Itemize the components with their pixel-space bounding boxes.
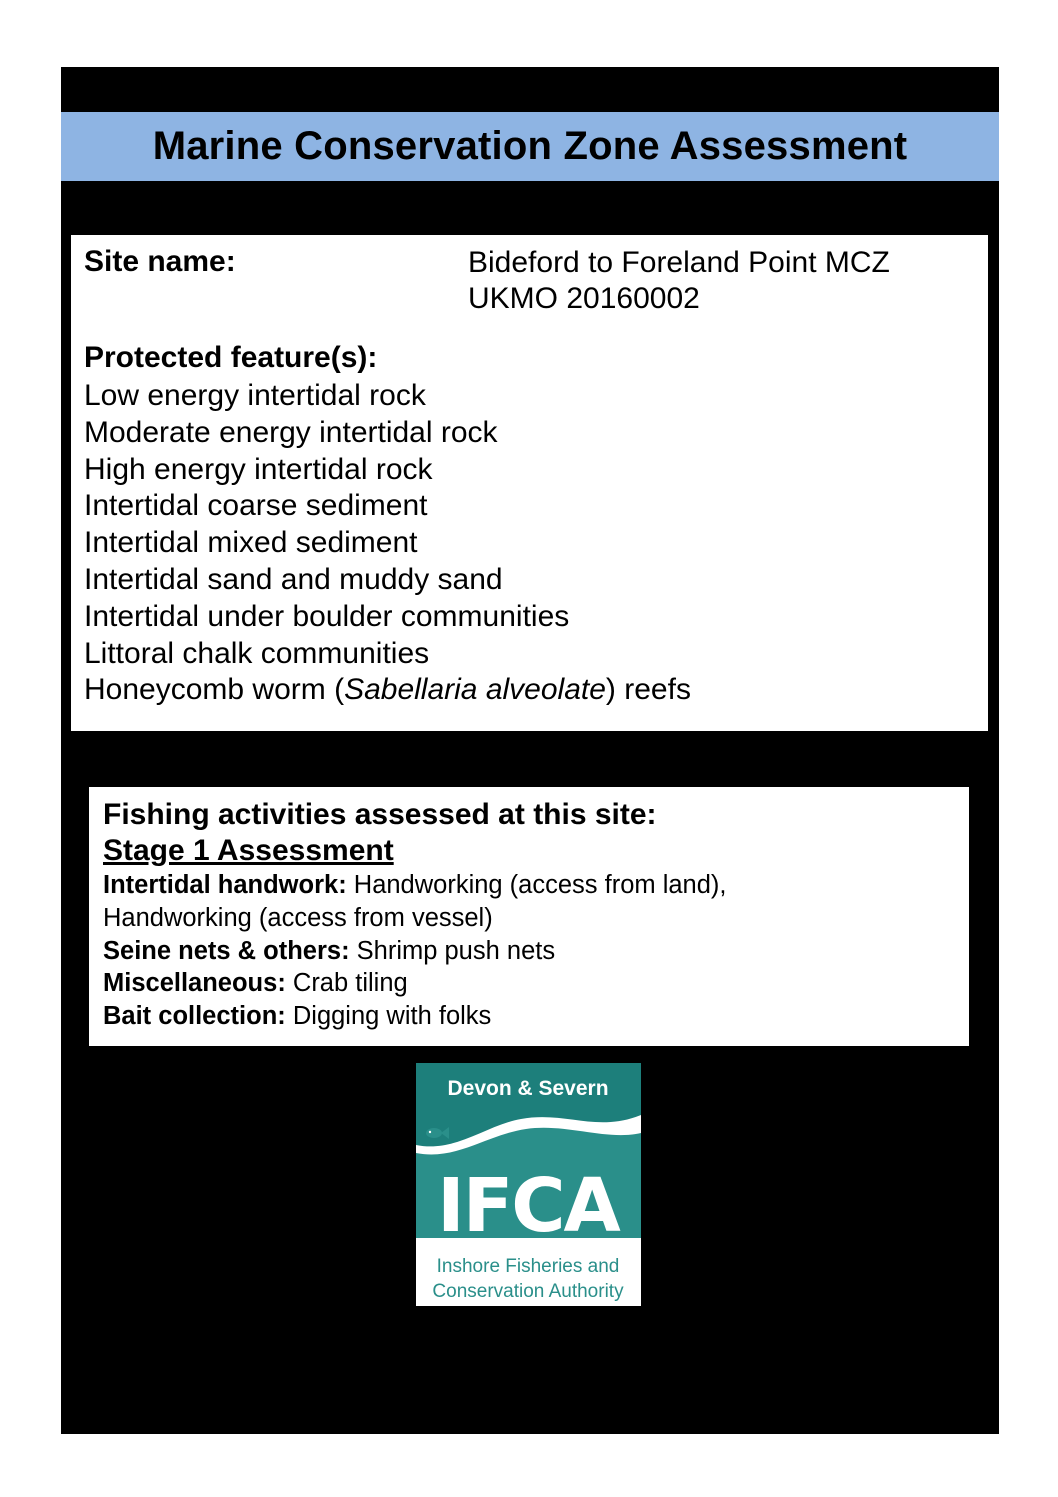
ifca-logo-graphic <box>416 1063 641 1306</box>
activity-row <box>103 902 727 935</box>
feature-item-honeycomb <box>84 672 691 709</box>
feature-item: Intertidal under boulder communities <box>84 599 570 633</box>
activity-label: Bait collection: <box>103 1002 286 1031</box>
site-info-box <box>71 235 988 731</box>
logo-bottom-line2: Conservation Authority <box>432 1281 624 1302</box>
feature-item: Moderate energy intertidal rock <box>84 415 498 449</box>
feature-item: Intertidal mixed sediment <box>84 526 418 560</box>
activity-label: Seine nets & others: <box>103 936 350 965</box>
feature-item: Intertidal coarse sediment <box>84 489 428 523</box>
activity-label: Intertidal handwork: <box>103 871 347 899</box>
activity-text: Digging with folks <box>285 1002 492 1031</box>
activity-row <box>103 935 727 968</box>
protected-features-list <box>84 378 691 709</box>
activity-label: Miscellaneous: <box>103 969 286 998</box>
site-name-line2: UKMO 20160002 <box>468 282 700 315</box>
activity-row <box>103 1000 727 1033</box>
activity-row <box>103 967 727 1000</box>
activity-text: Handworking (access from land), <box>346 871 727 899</box>
feature-item: Littoral chalk communities <box>84 636 430 670</box>
activity-text: Handworking (access from vessel) <box>103 903 493 932</box>
species-name: Sabellaria alveolate <box>344 673 606 707</box>
activities-list <box>103 869 727 1033</box>
fishing-activities-box <box>89 787 969 1046</box>
site-name-label: Site name: <box>84 245 236 278</box>
stage-heading: Stage 1 Assessment <box>103 834 394 867</box>
activity-text: Shrimp push nets <box>349 936 556 965</box>
site-name-line1: Bideford to Foreland Point MCZ <box>468 246 890 279</box>
feature-suffix: ) reefs <box>605 673 691 707</box>
feature-item: Intertidal sand and muddy sand <box>84 562 503 596</box>
fishing-heading: Fishing activities assessed at this site: <box>103 798 657 831</box>
logo-main-text: IFCA <box>437 1163 619 1249</box>
activity-text: Crab tiling <box>285 969 408 998</box>
feature-prefix: Honeycomb worm ( <box>84 673 345 707</box>
title-bar <box>61 112 999 181</box>
page-title: Marine Conservation Zone Assessment <box>152 124 908 168</box>
protected-features-heading: Protected feature(s): <box>84 341 378 374</box>
ifca-logo <box>416 1063 641 1306</box>
logo-top-text: Devon & Severn <box>447 1077 609 1100</box>
feature-item: High energy intertidal rock <box>84 452 433 486</box>
document-panel <box>61 67 999 1434</box>
site-name-value <box>468 245 890 317</box>
feature-item: Low energy intertidal rock <box>84 379 426 412</box>
activity-row <box>103 869 727 902</box>
logo-bottom-line1: Inshore Fisheries and <box>436 1256 620 1277</box>
